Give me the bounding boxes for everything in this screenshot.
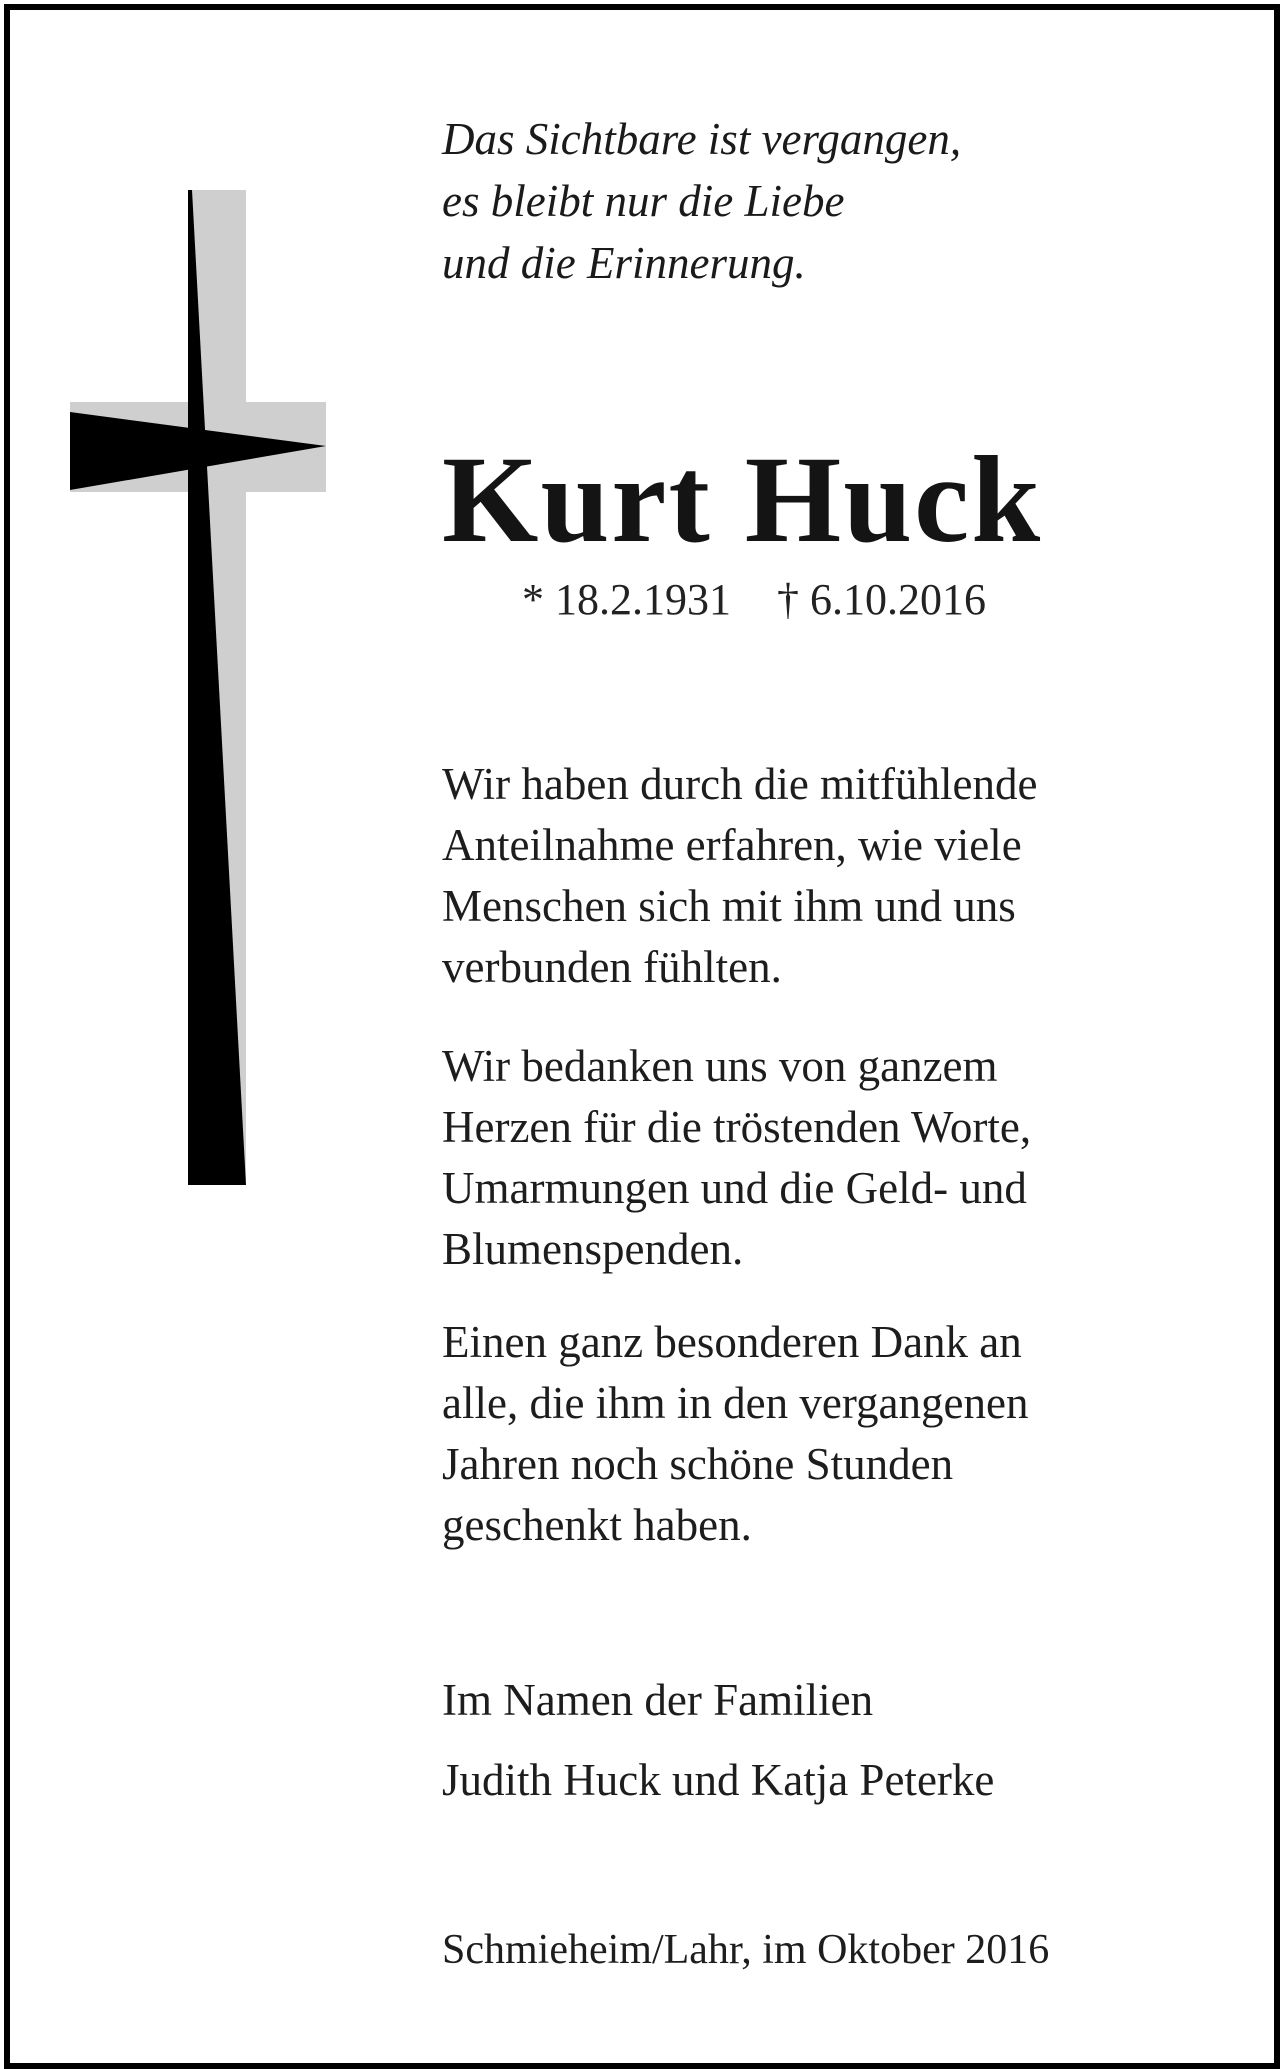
signature-intro: Im Namen der Familien	[442, 1675, 874, 1725]
motto-line: und die Erinnerung.	[442, 238, 806, 288]
paragraph-line: Wir bedanken uns von ganzem	[442, 1041, 998, 1091]
paragraph-line: geschenkt haben.	[442, 1500, 752, 1550]
paragraph-line: alle, die ihm in den vergangenen	[442, 1378, 1029, 1428]
deceased-name: Kurt Huck	[442, 431, 1043, 568]
paragraph-line: Jahren noch schöne Stunden	[442, 1439, 954, 1489]
obituary-card	[4, 4, 1280, 2069]
thanks-paragraph	[442, 1036, 1222, 1280]
thanks-paragraph	[442, 754, 1222, 998]
paragraph-line: Menschen sich mit ihm und uns	[442, 881, 1016, 931]
paragraph-line: Anteilnahme erfahren, wie viele	[442, 820, 1022, 870]
paragraph-line: Umarmungen und die Geld- und	[442, 1163, 1027, 1213]
thanks-paragraph	[442, 1312, 1222, 1556]
cross-icon	[70, 190, 330, 1190]
paragraph-line: Herzen für die tröstenden Worte,	[442, 1102, 1032, 1152]
life-dates	[522, 572, 986, 628]
death-date: † 6.10.2016	[777, 575, 986, 624]
motto-line: es bleibt nur die Liebe	[442, 176, 845, 226]
paragraph-line: Blumenspenden.	[442, 1224, 744, 1274]
motto-line: Das Sichtbare ist vergangen,	[442, 114, 962, 164]
paragraph-line: Einen ganz besonderen Dank an	[442, 1317, 1022, 1367]
signature-names: Judith Huck und Katja Peterke	[442, 1755, 995, 1805]
place-and-date: Schmieheim/Lahr, im Oktober 2016	[442, 1927, 1050, 1973]
paragraph-line: Wir haben durch die mitfühlende	[442, 759, 1038, 809]
paragraph-line: verbunden fühlten.	[442, 942, 782, 992]
birth-date: * 18.2.1931	[522, 575, 731, 624]
motto-verse	[442, 108, 1202, 294]
